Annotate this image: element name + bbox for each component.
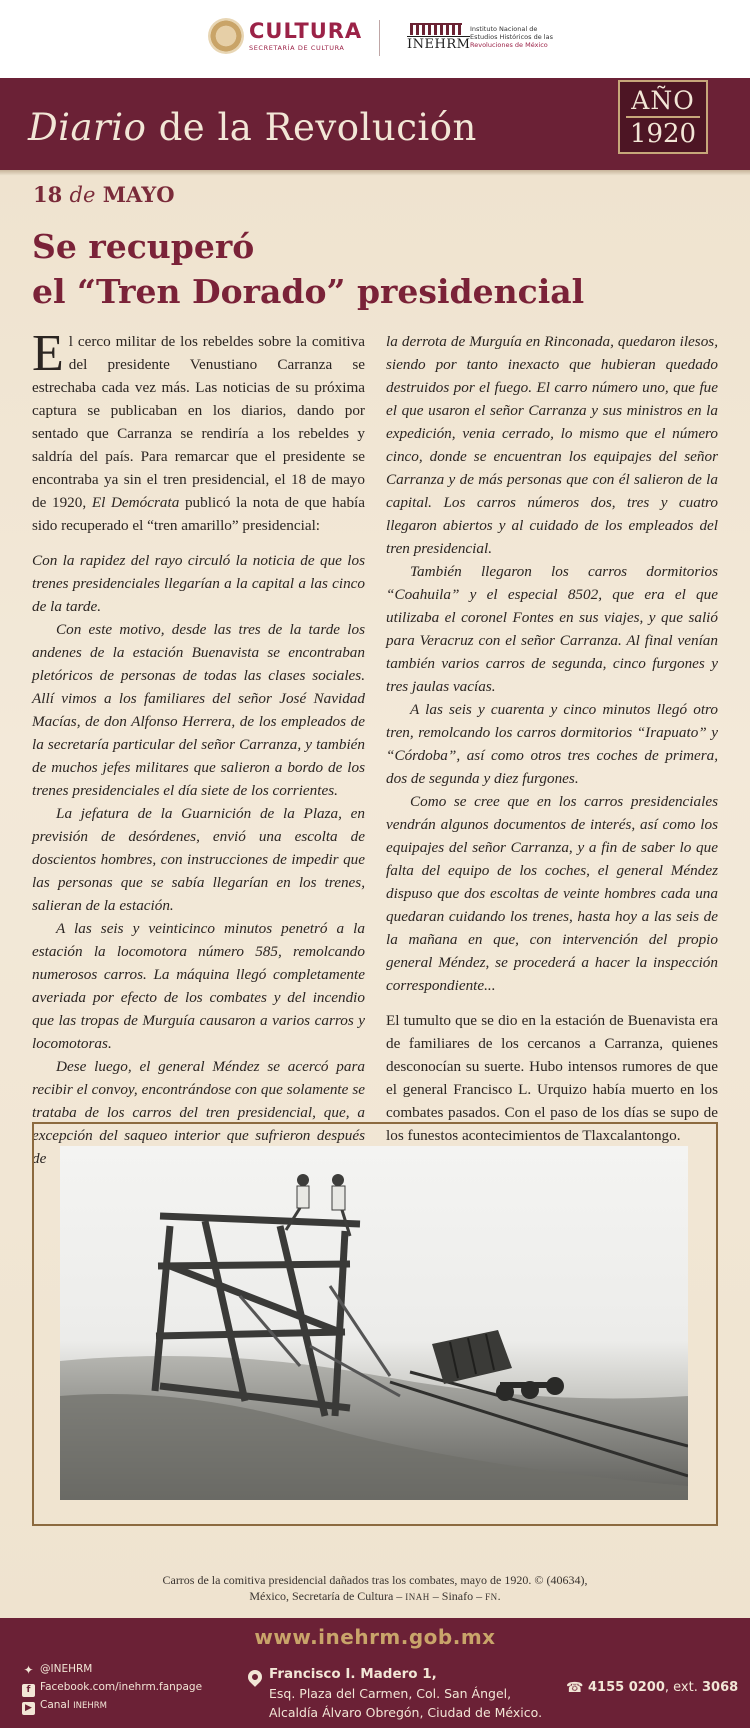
quote-paragraph-8: Como se cree que en los carros presidenciales vendrán algunos documentos de interés, así como los equipajes del señor Carranza, y a fin de saber lo que falta del equipo de los coches, el general Méndez dispuso que dos escoltas de veinte hombres cada una quedaran cuidando los trenes, hasta hoy a las seis de la mañana en que, con intervención del propio general Méndez, se procederá a hacer la inspección correspondiente... [386, 793, 718, 994]
closing-paragraph: El tumulto que se dio en la estación de Buenavista era de familiares de los cercanos a Carranza, quienes desconocían su suerte. Hubo intensos rumores de que el general Francisco L. Urquizo había muerto en los combates pasados. Con el paso de los días se supo de los funestos acontecimientos de Tlaxcalantongo. [386, 1012, 718, 1144]
inehrm-desc-line3: Revoluciones de México [470, 41, 548, 49]
caption-sinafo: – Sinafo – [429, 1589, 486, 1603]
facebook-url: Facebook.com/inehrm.fanpage [40, 1681, 203, 1693]
article-headline [32, 224, 592, 314]
date-de: de [69, 183, 96, 207]
quote-paragraph-3: La jefatura de la Guarnición de la Plaza, en previsión de desórdenes, envió una escolta de doscientos hombres, con instrucciones de impedir que las personas que se sabía llegarían en los trenes, salieran de la estación. [32, 805, 365, 914]
caption-inah: INAH [405, 1592, 430, 1602]
youtube-icon: ▶ [22, 1702, 35, 1715]
youtube-channel: INEHRM [73, 1701, 107, 1711]
article-date [33, 182, 175, 207]
year-label: AÑO [631, 86, 695, 115]
quote-paragraph-2: Con este motivo, desde las tres de la tarde los andenes de la estación Buenavista se encontraban pletóricos de personas de todas las clases sociales. Allí vimos a los familiares del señor José Navidad Macías, de don Alfonso Herrera, de los empleados de la secretaría particular del señor Carranza, y también de muchos jefes militares que salieron a bordo de los trenes presidenciales el día siete de los corrientes. [32, 621, 365, 799]
address-line1: Francisco I. Madero 1, [269, 1666, 437, 1682]
cultura-logo-text: CULTURA [249, 19, 363, 43]
year-badge [618, 80, 708, 154]
drop-cap: E [32, 325, 64, 382]
newspaper-name: El Demócrata [91, 494, 180, 511]
inehrm-logo-text: INEHRM [407, 37, 471, 52]
intro-paragraph [32, 325, 365, 537]
inehrm-building-icon [410, 23, 462, 35]
address-line2: Esq. Plaza del Carmen, Col. San Ángel, [269, 1686, 512, 1701]
article-right-column [386, 330, 718, 1147]
year-value: 1920 [626, 116, 700, 150]
cultura-seal-icon [208, 18, 244, 54]
caption-source: México, Secretaría de Cultura – [249, 1589, 406, 1603]
phone-icon: ☎ [566, 1680, 584, 1696]
phone-ext-label: , ext. [664, 1680, 702, 1695]
address-line3: Alcaldía Álvaro Obregón, Ciudad de México. [269, 1705, 543, 1720]
twitter-icon: ✦ [23, 1663, 34, 1677]
inehrm-desc-line1: Instituto Nacional de [470, 25, 538, 33]
caption-line1: Carros de la comitiva presidencial dañados tras los combates, mayo de 1920. © (40634), [162, 1573, 588, 1587]
headline-line2: el “Tren Dorado” presidencial [32, 272, 585, 311]
headline-line1: Se recuperó [32, 227, 255, 266]
photo-caption [100, 1572, 650, 1605]
caption-end: . [497, 1589, 501, 1603]
caption-line2 [100, 1588, 650, 1605]
article-left-column [32, 325, 365, 1170]
quote-block-right [386, 330, 718, 997]
youtube-link[interactable] [22, 1699, 107, 1715]
phone-number[interactable] [588, 1680, 738, 1695]
quote-paragraph-5-continued: la derrota de Murguía en Rinconada, quedaron ilesos, siendo por tanto inexacto que hubieran quedado destruidos por el fuego. El carro número uno, que fue el que usaron el señor Carranza y sus ministros en la expedición, venia cerrado, lo mismo que el número cinco, donde se encuentran los equipajes del señor Carranza y de más personas que con él salieron de la capital. Los carros números dos, tres y cuatro llegaron abiertos y al cuidado de los empleados del tren presidencial. [386, 333, 718, 557]
banner-title-rest: de la Revolución [146, 106, 477, 149]
inehrm-desc-line2: Estudios Históricos de las [470, 33, 553, 41]
facebook-link[interactable] [22, 1681, 202, 1697]
logo-divider [379, 20, 380, 56]
quote-paragraph-5: Dese luego, el general Méndez se acercó para recibir el convoy, encontrándose con que solamente se trataba de los carros del tren presidencial, que, a excepción del saqueo interior que sufrieron después de [32, 1058, 365, 1167]
quote-paragraph-7: A las seis y cuarenta y cinco minutos llegó otro tren, remolcando los carros dormitorios “Irapuato” y “Córdoba”, así como otros tres coches de primera, dos de segunda y diez furgones. [386, 701, 718, 787]
quote-paragraph-1: Con la rapidez del rayo circuló la noticia de que los trenes presidenciales llegarían a la capital a las cinco de la tarde. [32, 552, 365, 615]
inehrm-description [470, 25, 560, 49]
twitter-handle: @INEHRM [40, 1663, 93, 1675]
phone-main: 4155 0200 [588, 1680, 665, 1695]
quote-paragraph-4: A las seis y veinticinco minutos penetró a la estación la locomotora número 585, remolcando numerosos carros. La máquina llegó completamente averiada por efecto de los combates y del incendio que las tropas de Murguía causaron a varios carros y locomotoras. [32, 920, 365, 1052]
banner-title [28, 106, 477, 149]
youtube-label: Canal [40, 1699, 74, 1711]
quote-paragraph-6: También llegaron los carros dormitorios “Coahuila” y el especial 8502, que era el que utilizaba el coronel Fontes en sus viajes, y que salió para Veracruz con el señor Carranza. Al final venían también varios carros de segunda, cinco furgones y tres jaulas vacías. [386, 563, 718, 695]
caption-fn: FN [485, 1592, 498, 1602]
quote-block-left [32, 549, 365, 1170]
intro-text-b: publicó la nota de que había sido recuperado el “tren amarillo” presidencial: [32, 494, 365, 534]
logo-band [0, 0, 750, 78]
facebook-icon: f [22, 1684, 35, 1697]
twitter-link[interactable] [22, 1663, 92, 1677]
banner-title-italic: Diario [28, 106, 147, 149]
intro-text-a: l cerco militar de los rebeldes sobre la comitiva del presidente Venustiano Carranza se estrechaba cada vez más. Las noticias de su próxima captura se publicaban en los diarios, dando por sentado que Carranza se rendiría a los rebeldes y saldría del país. Para remarcar que el presidente se encontraba ya sin el tren presidencial, el 18 de mayo de 1920, [32, 333, 365, 511]
cultura-logo-subtitle: SECRETARÍA DE CULTURA [249, 44, 345, 52]
website-link[interactable]: www.inehrm.gob.mx [254, 1625, 496, 1649]
date-month: MAYO [102, 182, 175, 207]
date-day: 18 [33, 182, 63, 207]
address [269, 1665, 542, 1722]
phone-ext: 3068 [701, 1680, 739, 1695]
historic-train-photo [60, 1146, 688, 1500]
train-wreck-illustration [60, 1146, 688, 1500]
